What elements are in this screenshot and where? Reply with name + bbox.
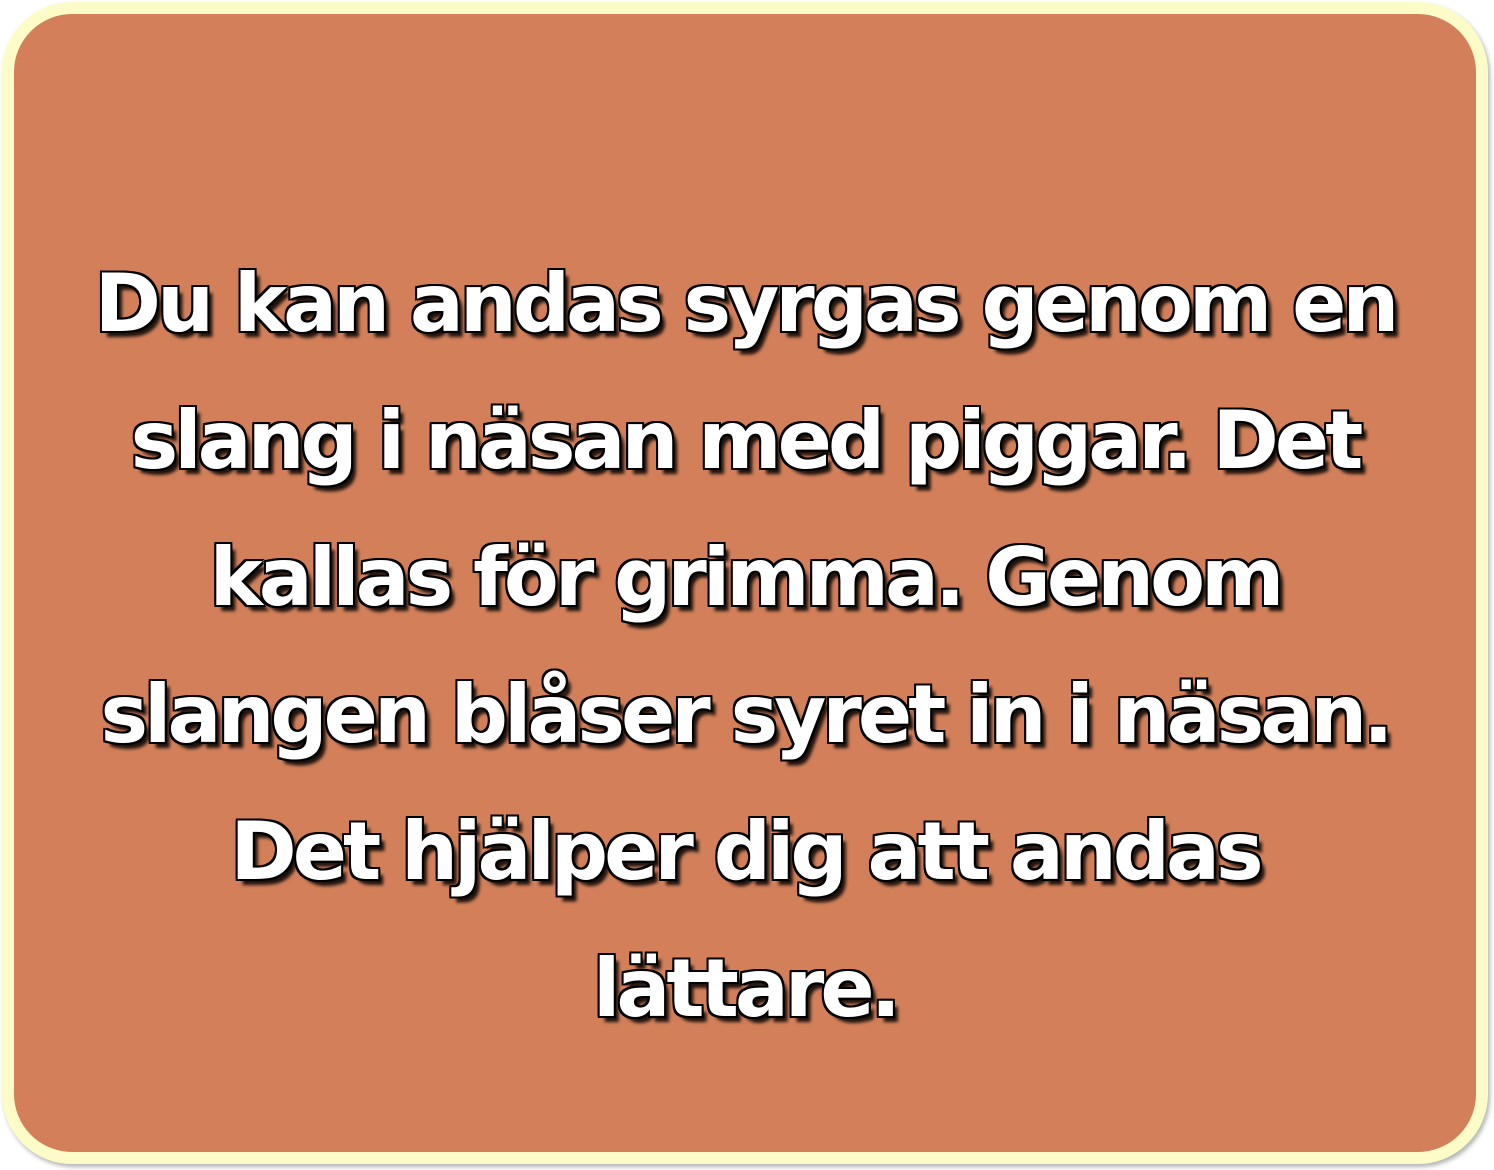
text-line: kallas för grimma. Genom <box>209 530 1281 624</box>
text-line: Det hjälper dig att andas <box>230 804 1260 898</box>
text-line: slangen blåser syret in i näsan. <box>100 667 1390 761</box>
text-line: slang i näsan med piggar. Det <box>130 393 1360 487</box>
text-line: lättare. <box>593 941 897 1035</box>
info-card <box>2 2 1488 1164</box>
text-line: Du kan andas syrgas genom en <box>94 256 1396 350</box>
info-text <box>25 235 1465 1057</box>
